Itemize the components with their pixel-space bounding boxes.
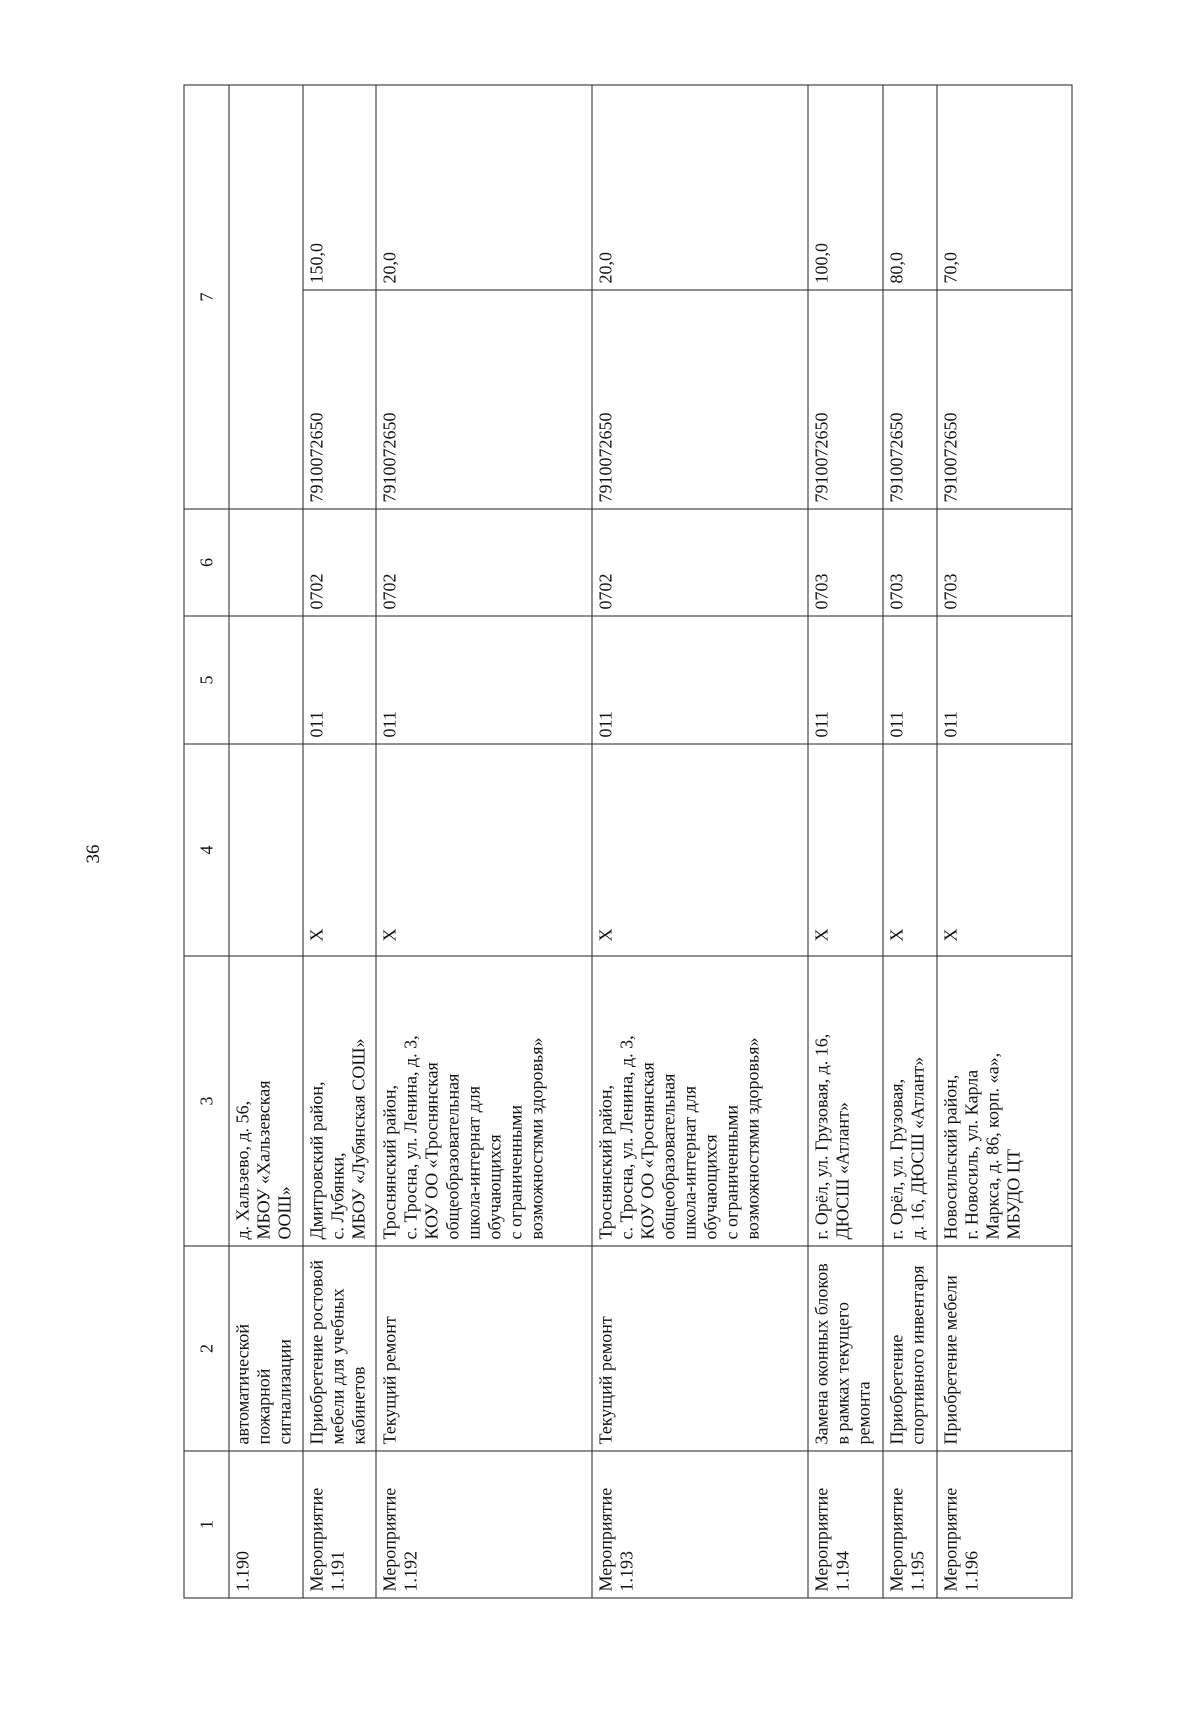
mark-cell: X: [592, 744, 808, 956]
table-row: [303, 85, 376, 1598]
amount-cell: 100,0: [808, 85, 883, 290]
table-row: [937, 85, 1072, 1598]
activity-cell: автоматической пожарной сигнализации: [229, 1246, 303, 1451]
target-code-cell: 7910072650: [376, 290, 592, 509]
section-cell: 0702: [376, 509, 592, 616]
mark-cell: X: [937, 744, 1072, 956]
amount-cell: 20,0: [592, 85, 808, 290]
mark-cell: X: [376, 744, 592, 956]
column-header: 5: [184, 616, 229, 744]
page-number: 36: [83, 844, 104, 864]
row-id-cell: Мероприятие 1.194: [808, 1451, 883, 1598]
amount-cell: 80,0: [883, 85, 937, 290]
activity-cell: Приобретение спортивного инвентаря: [883, 1246, 937, 1451]
mark-cell: X: [883, 744, 937, 956]
activity-cell: Текущий ремонт: [592, 1246, 808, 1451]
code-cell: 011: [808, 616, 883, 744]
row-id-cell: 1.190: [229, 1451, 303, 1598]
target-code-cell: 7910072650: [883, 290, 937, 509]
address-cell: Новосильский район, г. Новосиль, ул. Карла Маркса, д. 86, корп. «а», МБУДО ЦТ: [937, 956, 1072, 1246]
row-id-cell: Мероприятие 1.193: [592, 1451, 808, 1598]
target-code-cell: 7910072650: [808, 290, 883, 509]
mark-cell: X: [808, 744, 883, 956]
column-header: 6: [184, 509, 229, 616]
row-id-cell: Мероприятие 1.195: [883, 1451, 937, 1598]
address-cell: Дмитровский район, с. Лубянки, МБОУ «Лубянская СОШ»: [303, 956, 376, 1246]
target-code-cell: 7910072650: [937, 290, 1072, 509]
column-header: 3: [184, 956, 229, 1246]
section-cell: 0703: [808, 509, 883, 616]
code-cell: 011: [937, 616, 1072, 744]
code-cell: 011: [303, 616, 376, 744]
target-code-cell: 7910072650: [303, 290, 376, 509]
table-row: [883, 85, 937, 1598]
address-cell: г. Орёл, ул. Грузовая, д. 16, ДЮСШ «Атлант»: [808, 956, 883, 1246]
address-cell: г. Орёл, ул. Грузовая, д. 16, ДЮСШ «Атлант»: [883, 956, 937, 1246]
row-id-cell: Мероприятие 1.192: [376, 1451, 592, 1598]
code-cell: 011: [883, 616, 937, 744]
address-cell: Троснянский район, с. Тросна, ул. Ленина, д. 3, КОУ ОО «Троснянская общеобразовательная школа-интернат для обучающихся с ограниченными возможностями здоровья»: [592, 956, 808, 1246]
section-cell: 0703: [883, 509, 937, 616]
column-header: 7: [184, 85, 229, 509]
row-id-cell: Мероприятие 1.191: [303, 1451, 376, 1598]
budget-table: [184, 85, 1073, 1599]
amount-cell: 70,0: [937, 85, 1072, 290]
section-cell: 0702: [303, 509, 376, 616]
address-cell: Троснянский район, с. Тросна, ул. Ленина, д. 3, КОУ ОО «Троснянская общеобразовательная школа-интернат для обучающихся с ограниченными возможностями здоровья»: [376, 956, 592, 1246]
activity-cell: Приобретение мебели: [937, 1246, 1072, 1451]
empty-cell: [229, 85, 303, 509]
address-cell: д. Хальзево, д. 56, МБОУ «Хальзевская ООШ»: [229, 956, 303, 1246]
row-id-cell: Мероприятие 1.196: [937, 1451, 1072, 1598]
section-cell: 0702: [592, 509, 808, 616]
amount-cell: 20,0: [376, 85, 592, 290]
empty-cell: [229, 616, 303, 744]
activity-cell: Замена оконных блоков в рамках текущего ремонта: [808, 1246, 883, 1451]
table-row: [592, 85, 808, 1598]
mark-cell: X: [303, 744, 376, 956]
table-row: [229, 85, 303, 1598]
activity-cell: Текущий ремонт: [376, 1246, 592, 1451]
empty-cell: [229, 509, 303, 616]
column-header: 2: [184, 1246, 229, 1451]
column-header: 1: [184, 1451, 229, 1598]
column-number-row: [184, 85, 229, 1598]
code-cell: 011: [592, 616, 808, 744]
table-row: [376, 85, 592, 1598]
amount-cell: 150,0: [303, 85, 376, 290]
section-cell: 0703: [937, 509, 1072, 616]
budget-table-container: [184, 86, 1071, 1599]
empty-cell: [229, 744, 303, 956]
code-cell: 011: [376, 616, 592, 744]
column-header: 4: [184, 744, 229, 956]
target-code-cell: 7910072650: [592, 290, 808, 509]
table-row: [808, 85, 883, 1598]
activity-cell: Приобретение ростовой мебели для учебных кабинетов: [303, 1246, 376, 1451]
